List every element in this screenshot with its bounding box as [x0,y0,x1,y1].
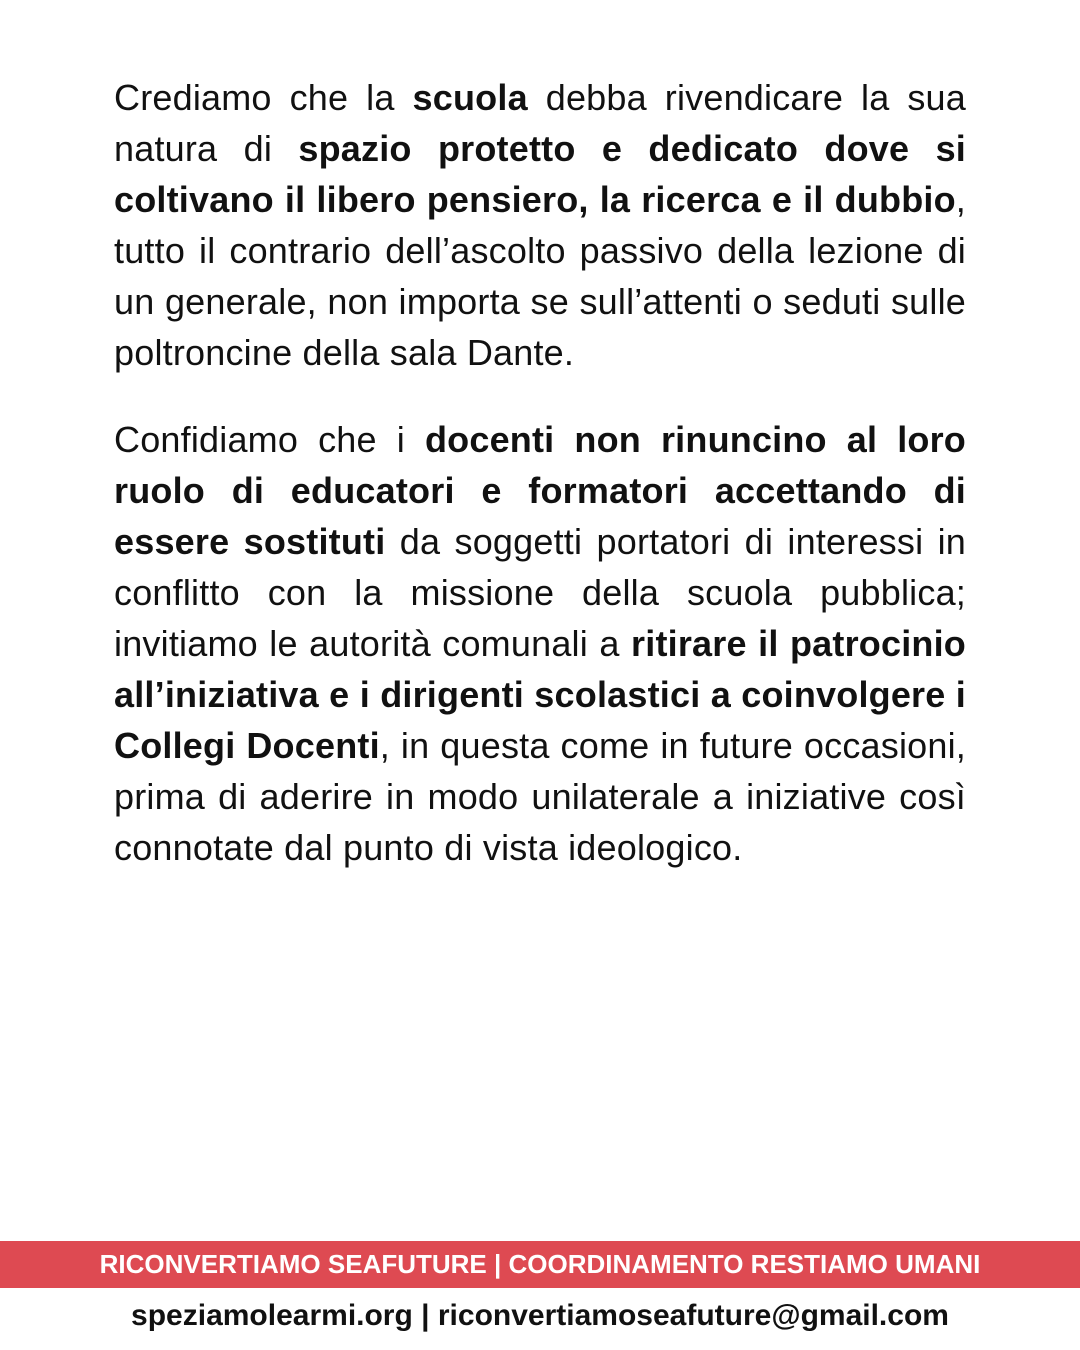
paragraph-teachers-text-2: da soggetti portatori di interessi in conflitto con la missione della scuola pubblica; invitiamo le autorità comunali a [114,521,967,664]
paragraph-school-text-1: Crediamo che la [114,77,413,118]
paragraph-school-text-3: , tutto il contrario dell’ascolto passivo della lezione di un generale, non importa se sull’attenti o seduti sulle poltroncine della sala Dante. [114,179,966,373]
paragraph-teachers-text-1: Confidiamo che i [114,419,425,460]
footer-contact [0,1293,1080,1339]
paragraph-teachers-text-3: , in questa come in future occasioni, prima di aderire in modo unilaterale a iniziative così connotate dal punto di vista ideologico. [114,725,966,868]
article-body [114,72,966,873]
paragraph-school-bold-2: spazio protetto e dedicato dove si coltivano il libero pensiero, la ricerca e il dubbio [114,128,966,220]
paragraph-school [114,72,966,378]
paragraph-school-bold-1: scuola [412,77,528,118]
paragraph-teachers [114,414,966,873]
paragraph-teachers-bold-1: docenti non rinuncino al loro ruolo di educatori e formatori accettando di essere sostituti [114,419,966,562]
footer-contact-text: speziamolearmi.org | riconvertiamoseafuture@gmail.com [131,1299,949,1332]
paragraph-school-text-2: debba rivendicare la sua natura di [114,77,967,169]
footer-banner-text: RICONVERTIAMO SEAFUTURE | COORDINAMENTO RESTIAMO UMANI [99,1249,981,1279]
footer-banner [0,1241,1080,1288]
paragraph-teachers-bold-2: ritirare il patrocinio all’iniziativa e i dirigenti scolastici a coinvolgere i Collegi Docenti [114,623,966,766]
